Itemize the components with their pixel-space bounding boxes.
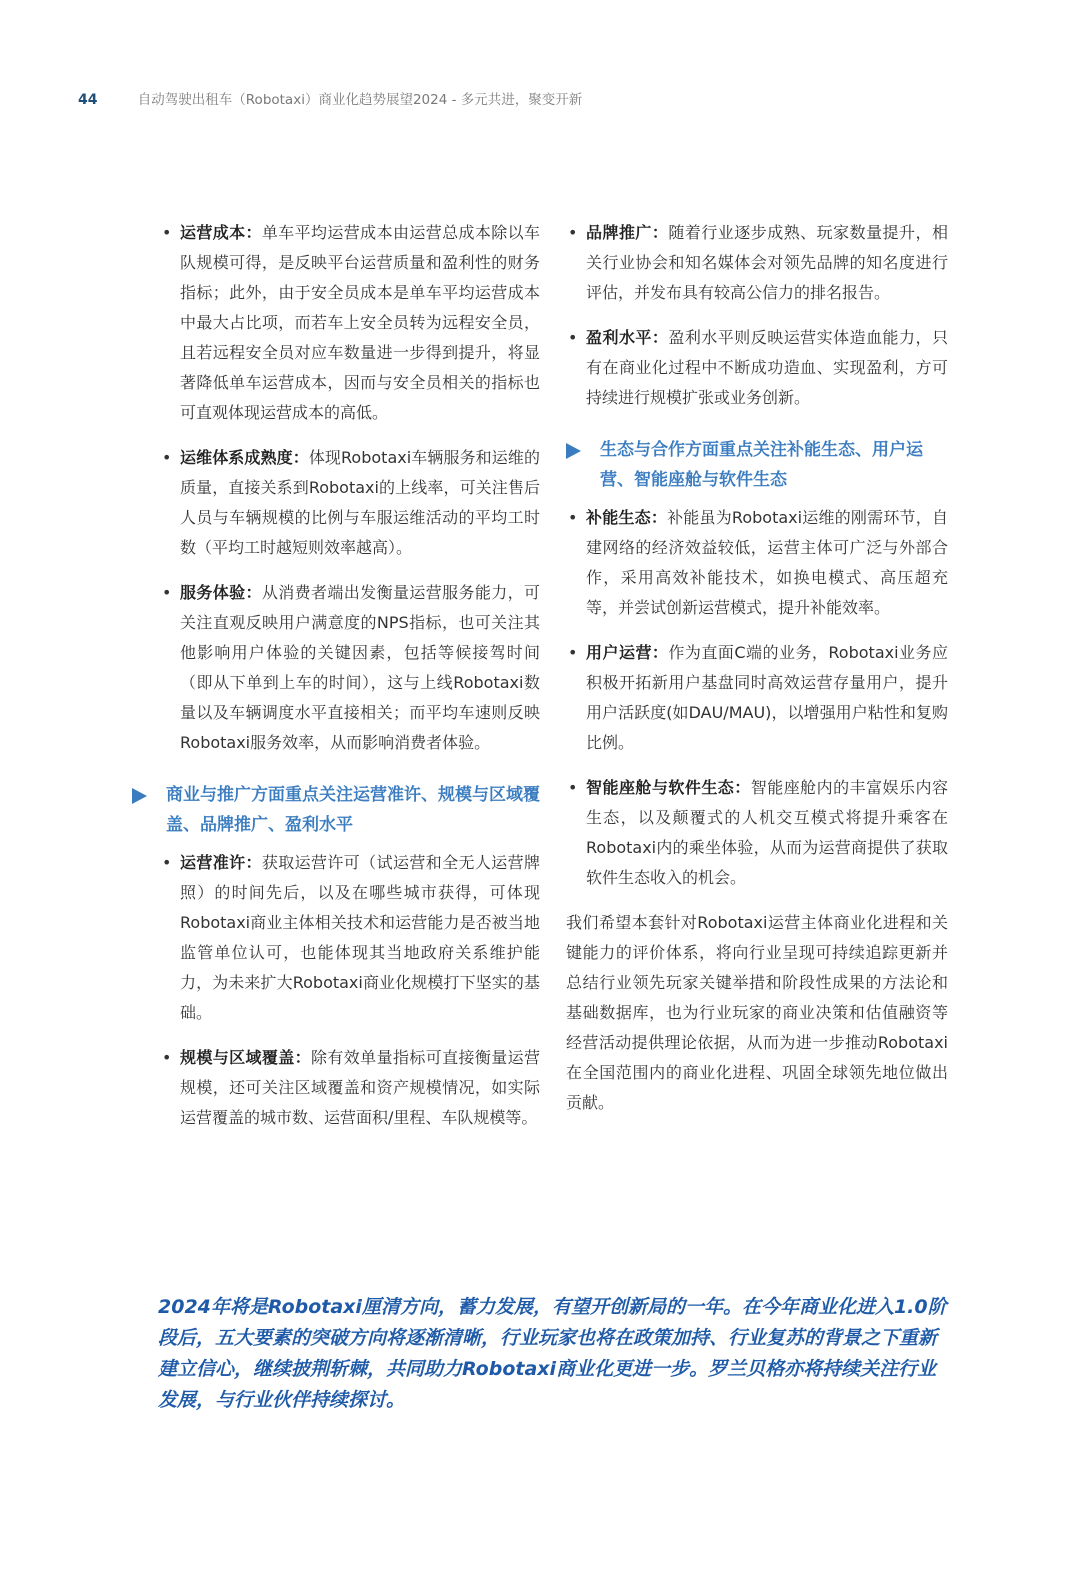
bullet-dot: • bbox=[162, 448, 172, 467]
section-heading-text: 生态与合作方面重点关注补能生态、用户运营、智能座舱与软件生态 bbox=[600, 440, 923, 490]
document-title: 自动驾驶出租车（Robotaxi）商业化趋势展望2024 - 多元共进，聚变开新 bbox=[137, 92, 583, 108]
bullet-text: 除有效单量指标可直接衡量运营规模，还可关注区域覆盖和资产规模情况，如实际运营覆盖的城市数、运营面积/里程、车队规模等。 bbox=[180, 1048, 540, 1127]
section-heading-text: 商业与推广方面重点关注运营准许、规模与区域覆盖、品牌推广、盈利水平 bbox=[166, 785, 540, 835]
bullet-label: 盈利水平： bbox=[586, 328, 669, 347]
bullet-text: 作为直面C端的业务，Robotaxi业务应积极开拓新用户基盘同时高效运营存量用户，提升用户活跃度(如DAU/MAU)，以增强用户粘性和复购比例。 bbox=[586, 643, 948, 752]
closing-statement: 2024年将是Robotaxi厘清方向，蓄力发展，有望开创新局的一年。在今年商业化进入1.0阶段后，五大要素的突破方向将逐渐清晰，行业玩家也将在政策加持、行业复苏的背景之下重新建立信心，继续披荆斩棘，共同助力Robotaxi商业化更进一步。罗兰贝格亦将持续关注行业发展，与行业伙伴持续探讨。 bbox=[158, 1296, 947, 1411]
bullet-label: 用户运营： bbox=[586, 643, 669, 662]
bullet-service-experience bbox=[160, 578, 540, 758]
triangle-marker-icon bbox=[566, 443, 581, 459]
bullet-text: 体现Robotaxi车辆服务和运维的质量，直接关系到Robotaxi的上线率，可关注售后人员与车辆规模的比例与车服运维活动的平均工时数（平均工时越短则效率越高）。 bbox=[180, 448, 540, 557]
page-header bbox=[78, 88, 582, 108]
triangle-marker-icon bbox=[132, 788, 147, 804]
bullet-user-operations bbox=[566, 638, 948, 758]
section-heading-ecosystem bbox=[566, 435, 948, 495]
bullet-text: 随着行业逐步成熟、玩家数量提升，相关行业协会和知名媒体会对领先品牌的知名度进行评估，并发布具有较高公信力的排名报告。 bbox=[586, 223, 948, 302]
bullet-label: 运营准许： bbox=[180, 853, 262, 872]
bullet-label: 智能座舱与软件生态： bbox=[586, 778, 751, 797]
bullet-dot: • bbox=[162, 853, 172, 872]
bullet-label: 服务体验： bbox=[180, 583, 262, 602]
summary-paragraph: 我们希望本套针对Robotaxi运营主体商业化进程和关键能力的评价体系，将向行业呈现可持续追踪更新并总结行业领先玩家关键举措和阶段性成果的方法论和基础数据库，也为行业玩家的商业决策和估值融资等经营活动提供理论依据，从而为进一步推动Robotaxi在全国范围内的商业化进程、巩固全球领先地位做出贡献。 bbox=[566, 913, 948, 1112]
bullet-label: 补能生态： bbox=[586, 508, 668, 527]
bullet-maintenance-maturity bbox=[160, 443, 540, 563]
bullet-brand-promotion bbox=[566, 218, 948, 308]
section-heading-commercial bbox=[132, 780, 540, 840]
bullet-text: 智能座舱内的丰富娱乐内容生态，以及颠覆式的人机交互模式将提升乘客在Robotaxi内的乘坐体验，从而为运营商提供了获取软件生态收入的机会。 bbox=[586, 778, 948, 887]
bullet-dot: • bbox=[568, 643, 578, 662]
bullet-dot: • bbox=[568, 328, 578, 347]
bullet-energy-ecosystem bbox=[566, 503, 948, 623]
bullet-text: 从消费者端出发衡量运营服务能力，可关注直观反映用户满意度的NPS指标，也可关注其他影响用户体验的关键因素，包括等候接驾时间（即从下单到上车的时间），这与上线Robotaxi数量以及车辆调度水平直接相关；而平均车速则反映Robotaxi服务效率，从而影响消费者体验。 bbox=[180, 583, 540, 752]
bullet-text: 获取运营许可（试运营和全无人运营牌照）的时间先后，以及在哪些城市获得，可体现Robotaxi商业主体相关技术和运营能力是否被当地监管单位认可，也能体现其当地政府关系维护能力，为未来扩大Robotaxi商业化规模打下坚实的基础。 bbox=[180, 853, 540, 1022]
bullet-label: 品牌推广： bbox=[586, 223, 669, 242]
bullet-dot: • bbox=[568, 508, 578, 527]
bullet-text: 盈利水平则反映运营实体造血能力，只有在商业化过程中不断成功造血、实现盈利，方可持续进行规模扩张或业务创新。 bbox=[586, 328, 948, 407]
bullet-label: 规模与区域覆盖： bbox=[180, 1048, 312, 1067]
bullet-dot: • bbox=[162, 583, 172, 602]
page-number: 44 bbox=[78, 92, 98, 108]
bullet-smart-cockpit bbox=[566, 773, 948, 893]
bullet-text: 补能虽为Robotaxi运维的刚需环节，自建网络的经济效益较低，运营主体可广泛与外部合作，采用高效补能技术，如换电模式、高压超充等，并尝试创新运营模式，提升补能效率。 bbox=[586, 508, 948, 617]
left-column bbox=[160, 218, 540, 1148]
bullet-operating-cost bbox=[160, 218, 540, 428]
bullet-profitability bbox=[566, 323, 948, 413]
right-column bbox=[566, 218, 948, 1118]
bullet-dot: • bbox=[162, 223, 172, 242]
bullet-label: 运维体系成熟度： bbox=[180, 448, 309, 467]
bullet-text: 单车平均运营成本由运营总成本除以车队规模可得，是反映平台运营质量和盈利性的财务指标；此外，由于安全员成本是单车平均运营成本中最大占比项，而若车上安全员转为远程安全员，且若远程安全员对应车数量进一步得到提升，将显著降低单车运营成本，因而与安全员相关的指标也可直观体现运营成本的高低。 bbox=[180, 223, 540, 422]
bullet-dot: • bbox=[568, 778, 578, 797]
bullet-operating-permit bbox=[160, 848, 540, 1028]
bullet-label: 运营成本： bbox=[180, 223, 262, 242]
bullet-scale-coverage bbox=[160, 1043, 540, 1133]
bullet-dot: • bbox=[568, 223, 578, 242]
bullet-dot: • bbox=[162, 1048, 172, 1067]
